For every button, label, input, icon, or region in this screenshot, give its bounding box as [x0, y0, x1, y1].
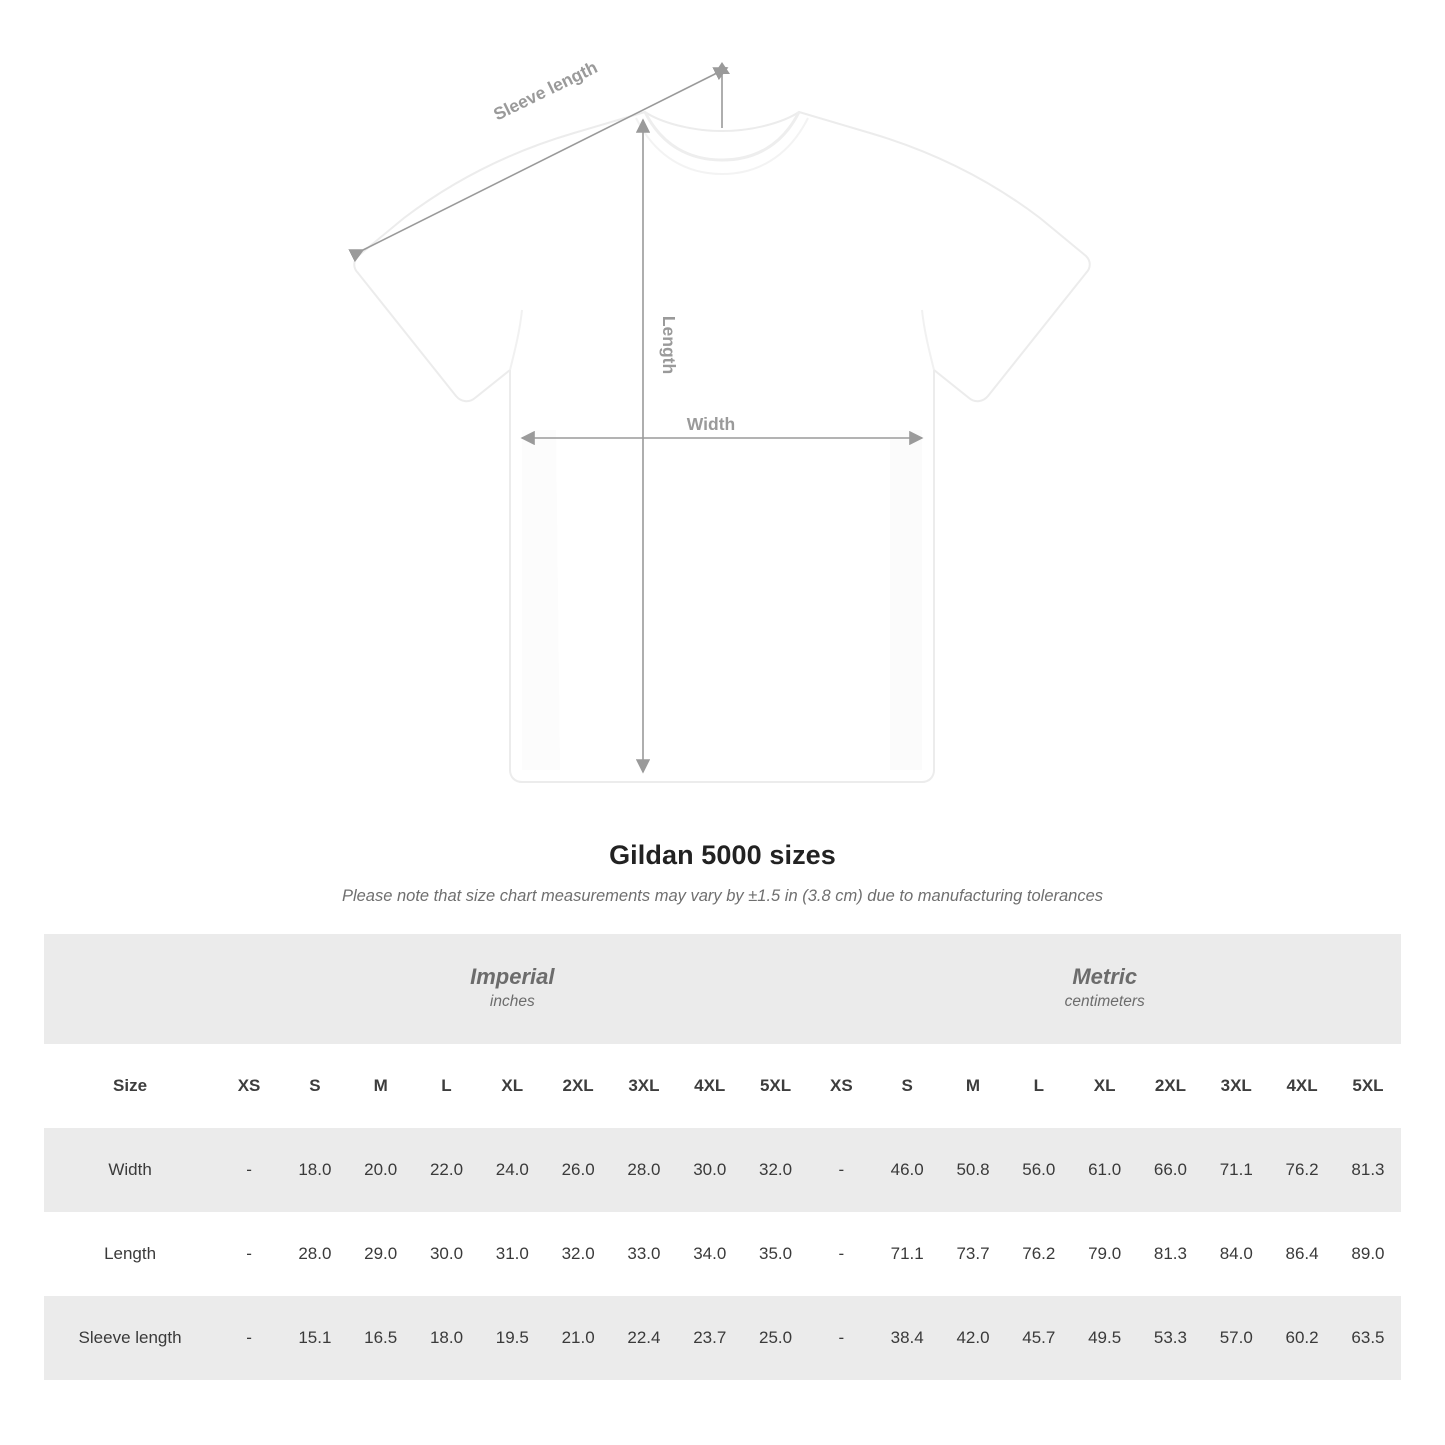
col-metric-m: M	[940, 1044, 1006, 1128]
length-label: Length	[659, 315, 679, 375]
col-metric-s: S	[874, 1044, 940, 1128]
cell-length-metric-5xl: 89.0	[1335, 1212, 1401, 1296]
cell-sleeve-imperial-l: 18.0	[414, 1296, 480, 1380]
cell-sleeve-imperial-m: 16.5	[348, 1296, 414, 1380]
cell-width-metric-3xl: 71.1	[1203, 1128, 1269, 1212]
cell-width-imperial-m: 20.0	[348, 1128, 414, 1212]
cell-width-imperial-l: 22.0	[414, 1128, 480, 1212]
cell-length-metric-l: 76.2	[1006, 1212, 1072, 1296]
row-header-size: Size	[44, 1044, 216, 1128]
width-label: Width	[686, 414, 736, 434]
cell-length-metric-4xl: 86.4	[1269, 1212, 1335, 1296]
cell-sleeve-imperial-s: 15.1	[282, 1296, 348, 1380]
unit-header-row	[44, 934, 1401, 1044]
col-imperial-s: S	[282, 1044, 348, 1128]
cell-length-imperial-s: 28.0	[282, 1212, 348, 1296]
col-metric-2xl: 2XL	[1138, 1044, 1204, 1128]
cell-width-imperial-5xl: 32.0	[743, 1128, 809, 1212]
cell-sleeve-imperial-3xl: 22.4	[611, 1296, 677, 1380]
cell-width-imperial-3xl: 28.0	[611, 1128, 677, 1212]
unit-header-imperial	[216, 934, 808, 1044]
cell-width-metric-s: 46.0	[874, 1128, 940, 1212]
cell-width-imperial-xl: 24.0	[479, 1128, 545, 1212]
cell-sleeve-metric-l: 45.7	[1006, 1296, 1072, 1380]
col-imperial-l: L	[414, 1044, 480, 1128]
cell-sleeve-metric-2xl: 53.3	[1138, 1296, 1204, 1380]
size-table-wrapper	[44, 934, 1401, 1380]
cell-length-imperial-3xl: 33.0	[611, 1212, 677, 1296]
cell-width-imperial-s: 18.0	[282, 1128, 348, 1212]
cell-width-metric-4xl: 76.2	[1269, 1128, 1335, 1212]
col-imperial-m: M	[348, 1044, 414, 1128]
cell-length-imperial-xl: 31.0	[479, 1212, 545, 1296]
cell-sleeve-metric-xl: 49.5	[1072, 1296, 1138, 1380]
unit-sub-metric: centimeters	[1064, 993, 1145, 1011]
cell-length-metric-xs: -	[808, 1212, 874, 1296]
table-row-length	[44, 1212, 1401, 1296]
unit-name-imperial: Imperial	[470, 963, 555, 989]
col-metric-5xl: 5XL	[1335, 1044, 1401, 1128]
column-header-row	[44, 1044, 1401, 1128]
cell-length-imperial-l: 30.0	[414, 1212, 480, 1296]
cell-sleeve-metric-3xl: 57.0	[1203, 1296, 1269, 1380]
cell-length-metric-3xl: 84.0	[1203, 1212, 1269, 1296]
col-imperial-2xl: 2XL	[545, 1044, 611, 1128]
unit-name-metric: Metric	[1072, 963, 1138, 989]
cell-sleeve-metric-5xl: 63.5	[1335, 1296, 1401, 1380]
col-imperial-xs: XS	[216, 1044, 282, 1128]
cell-sleeve-imperial-5xl: 25.0	[743, 1296, 809, 1380]
col-imperial-4xl: 4XL	[677, 1044, 743, 1128]
cell-length-imperial-4xl: 34.0	[677, 1212, 743, 1296]
cell-width-metric-m: 50.8	[940, 1128, 1006, 1212]
sleeve-length-label: Sleeve length	[490, 56, 601, 125]
cell-length-imperial-m: 29.0	[348, 1212, 414, 1296]
row-label-sleeve-length: Sleeve length	[44, 1296, 216, 1380]
cell-width-imperial-xs: -	[216, 1128, 282, 1212]
cell-sleeve-imperial-xl: 19.5	[479, 1296, 545, 1380]
col-imperial-5xl: 5XL	[743, 1044, 809, 1128]
cell-sleeve-imperial-4xl: 23.7	[677, 1296, 743, 1380]
cell-width-metric-xs: -	[808, 1128, 874, 1212]
cell-length-imperial-xs: -	[216, 1212, 282, 1296]
cell-sleeve-metric-s: 38.4	[874, 1296, 940, 1380]
row-label-length: Length	[44, 1212, 216, 1296]
cell-length-metric-s: 71.1	[874, 1212, 940, 1296]
unit-header-spacer	[44, 934, 216, 1044]
col-imperial-xl: XL	[479, 1044, 545, 1128]
tshirt-shape	[354, 112, 1090, 782]
table-row-sleeve-length	[44, 1296, 1401, 1380]
unit-sub-imperial: inches	[489, 993, 535, 1011]
chart-title: Gildan 5000 sizes	[609, 840, 836, 870]
cell-width-metric-5xl: 81.3	[1335, 1128, 1401, 1212]
cell-length-imperial-2xl: 32.0	[545, 1212, 611, 1296]
cell-length-metric-m: 73.7	[940, 1212, 1006, 1296]
col-metric-3xl: 3XL	[1203, 1044, 1269, 1128]
cell-sleeve-metric-m: 42.0	[940, 1296, 1006, 1380]
col-metric-xs: XS	[808, 1044, 874, 1128]
cell-sleeve-imperial-2xl: 21.0	[545, 1296, 611, 1380]
cell-width-metric-l: 56.0	[1006, 1128, 1072, 1212]
cell-length-metric-2xl: 81.3	[1138, 1212, 1204, 1296]
cell-length-imperial-5xl: 35.0	[743, 1212, 809, 1296]
col-metric-4xl: 4XL	[1269, 1044, 1335, 1128]
cell-sleeve-metric-xs: -	[808, 1296, 874, 1380]
cell-width-imperial-2xl: 26.0	[545, 1128, 611, 1212]
cell-sleeve-imperial-xs: -	[216, 1296, 282, 1380]
cell-length-metric-xl: 79.0	[1072, 1212, 1138, 1296]
title-block	[0, 840, 1445, 906]
row-label-width: Width	[44, 1128, 216, 1212]
size-table	[44, 934, 1401, 1380]
col-imperial-3xl: 3XL	[611, 1044, 677, 1128]
col-metric-xl: XL	[1072, 1044, 1138, 1128]
cell-width-imperial-4xl: 30.0	[677, 1128, 743, 1212]
cell-sleeve-metric-4xl: 60.2	[1269, 1296, 1335, 1380]
table-row-width	[44, 1128, 1401, 1212]
cell-width-metric-2xl: 66.0	[1138, 1128, 1204, 1212]
cell-width-metric-xl: 61.0	[1072, 1128, 1138, 1212]
col-metric-l: L	[1006, 1044, 1072, 1128]
chart-note: Please note that size chart measurements may vary by ±1.5 in (3.8 cm) due to manufacturing tolerances	[341, 887, 1104, 905]
unit-header-metric	[808, 934, 1401, 1044]
